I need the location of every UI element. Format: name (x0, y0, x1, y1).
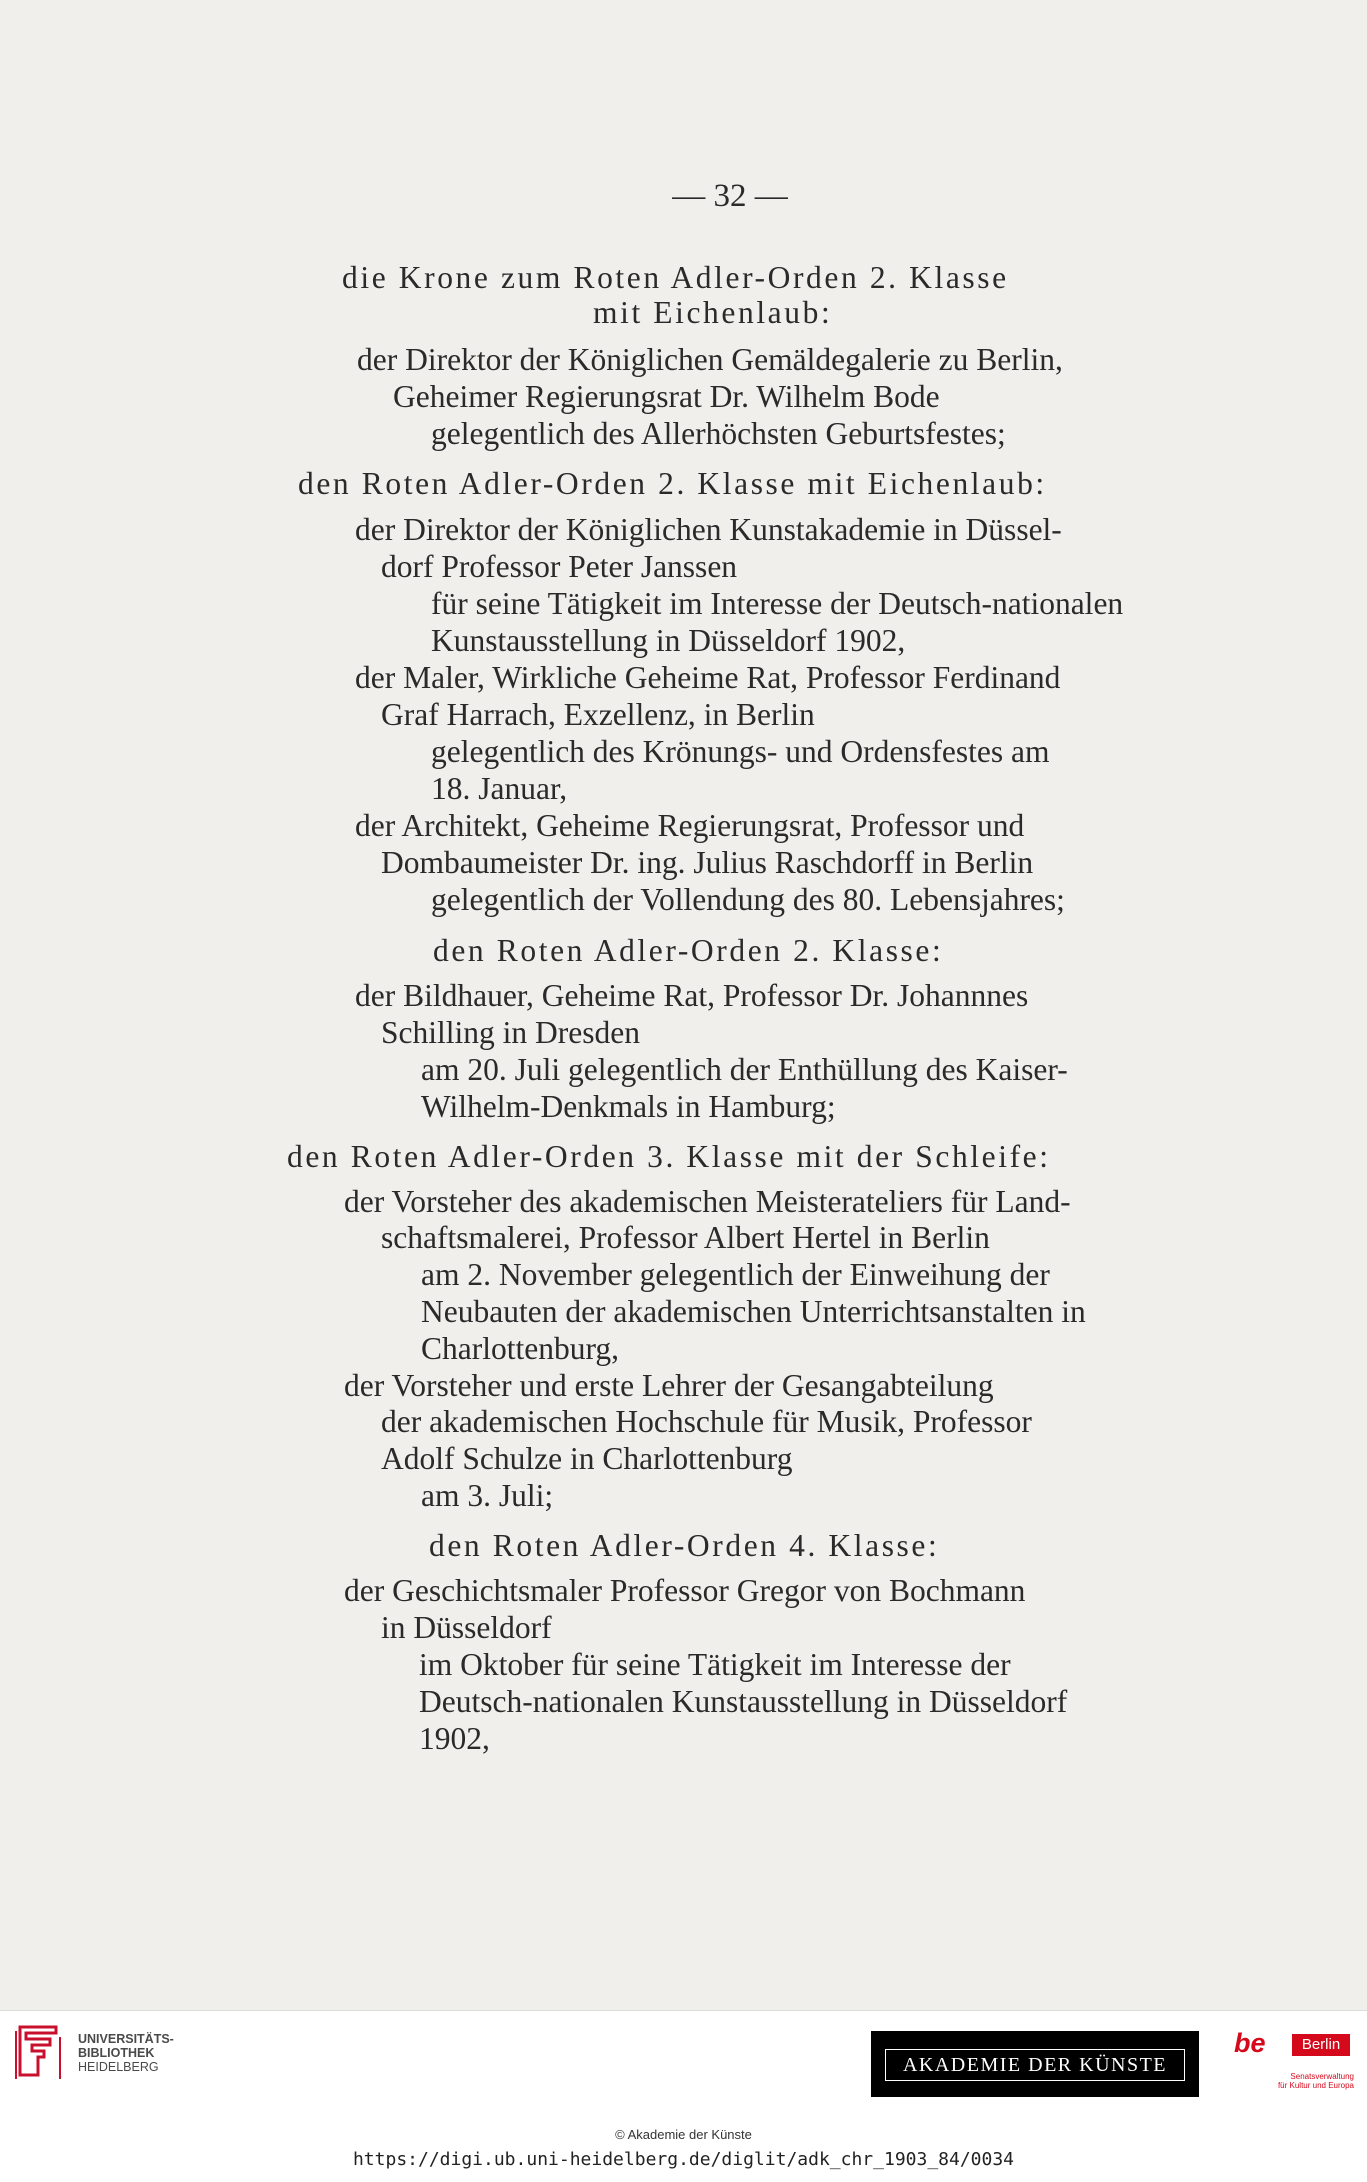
text-line: schaftsmalerei, Professor Albert Hertel in Berlin (381, 1220, 990, 1255)
text-line: für seine Tätigkeit im Interesse der Deutsch-nationalen (431, 586, 1124, 621)
text-line: der akademischen Hochschule für Musik, Professor (381, 1404, 1032, 1439)
text-line: 1902, (419, 1721, 490, 1756)
text-line: am 20. Juli gelegentlich der Enthüllung des Kaiser- (421, 1052, 1068, 1087)
text-line: der Bildhauer, Geheime Rat, Professor Dr. Johannnes (355, 978, 1029, 1013)
text-line: Dombaumeister Dr. ing. Julius Raschdorff in Berlin (381, 845, 1034, 880)
text-line: am 3. Juli; (421, 1478, 554, 1513)
text-line: der Vorsteher des akademischen Meisterateliers für Land- (344, 1184, 1071, 1219)
be-text: be (1234, 2028, 1266, 2058)
text-line: Schilling in Dresden (381, 1015, 640, 1050)
text-line: am 2. November gelegentlich der Einweihung der (421, 1257, 1050, 1292)
be-sub-line: für Kultur und Europa (1277, 2081, 1354, 2090)
text-line: in Düsseldorf (381, 1610, 552, 1645)
text-line: der Vorsteher und erste Lehrer der Gesangabteilung (344, 1368, 994, 1403)
text-line: der Direktor der Königlichen Kunstakademie in Düssel- (355, 512, 1062, 547)
text-line: gelegentlich des Allerhöchsten Geburtsfestes; (431, 416, 1006, 451)
text-line: den Roten Adler-Orden 3. Klasse mit der Schleife: (287, 1139, 1051, 1174)
source-url-link[interactable]: https://digi.ub.uni-heidelberg.de/diglit/adk_chr_1903_84/0034 (352, 2149, 1015, 2170)
text-line: Wilhelm-Denkmals in Hamburg; (421, 1089, 836, 1124)
text-line: Charlottenburg, (421, 1331, 620, 1366)
adk-logo-text: AKADEMIE DER KÜNSTE (885, 2049, 1185, 2081)
uni-line: BIBLIOTHEK (78, 2046, 155, 2060)
text-line: der Direktor der Königlichen Gemäldegalerie zu Berlin, (357, 342, 1063, 377)
be-subtitle (1278, 2072, 1354, 2090)
text-line: den Roten Adler-Orden 2. Klasse mit Eichenlaub: (298, 466, 1047, 501)
uni-line: UNIVERSITÄTS- (78, 2032, 174, 2046)
university-library-name[interactable] (78, 2032, 174, 2074)
university-library-logo-icon[interactable] (12, 2023, 64, 2079)
page-number: — 32 — (672, 178, 788, 214)
text-line: gelegentlich der Vollendung des 80. Lebensjahres; (431, 882, 1065, 917)
text-line: Graf Harrach, Exzellenz, in Berlin (381, 697, 815, 732)
text-line: der Architekt, Geheime Regierungsrat, Professor und (355, 808, 1025, 843)
text-line: mit Eichenlaub: (593, 295, 833, 330)
text-line: die Krone zum Roten Adler-Orden 2. Klasse (342, 260, 1009, 295)
text-line: gelegentlich des Krönungs- und Ordensfestes am (431, 734, 1050, 769)
text-line: Adolf Schulze in Charlottenburg (381, 1441, 793, 1476)
text-line: den Roten Adler-Orden 2. Klasse: (433, 933, 944, 968)
text-line: der Maler, Wirkliche Geheime Rat, Professor Ferdinand (355, 660, 1061, 695)
adk-logo[interactable] (871, 2031, 1199, 2097)
copyright-notice: © Akademie der Künste (615, 2127, 752, 2142)
text-line: im Oktober für seine Tätigkeit im Interesse der (419, 1647, 1011, 1682)
text-line: Geheimer Regierungsrat Dr. Wilhelm Bode (393, 379, 940, 414)
uni-line: HEIDELBERG (78, 2060, 159, 2074)
be-sub-line: Senatsverwaltung (1290, 2072, 1354, 2081)
text-line: Neubauten der akademischen Unterrichtsanstalten in (421, 1294, 1086, 1329)
text-line: Deutsch-nationalen Kunstausstellung in Düsseldorf (419, 1684, 1068, 1719)
text-line: der Geschichtsmaler Professor Gregor von Bochmann (344, 1573, 1026, 1608)
be-berlin-text: Berlin (1292, 2034, 1350, 2056)
text-line: den Roten Adler-Orden 4. Klasse: (429, 1528, 940, 1563)
text-line: 18. Januar, (431, 771, 568, 806)
text-line: Kunstausstellung in Düsseldorf 1902, (431, 623, 906, 658)
text-line: dorf Professor Peter Janssen (381, 549, 738, 584)
be-berlin-logo[interactable] (1228, 2028, 1356, 2098)
